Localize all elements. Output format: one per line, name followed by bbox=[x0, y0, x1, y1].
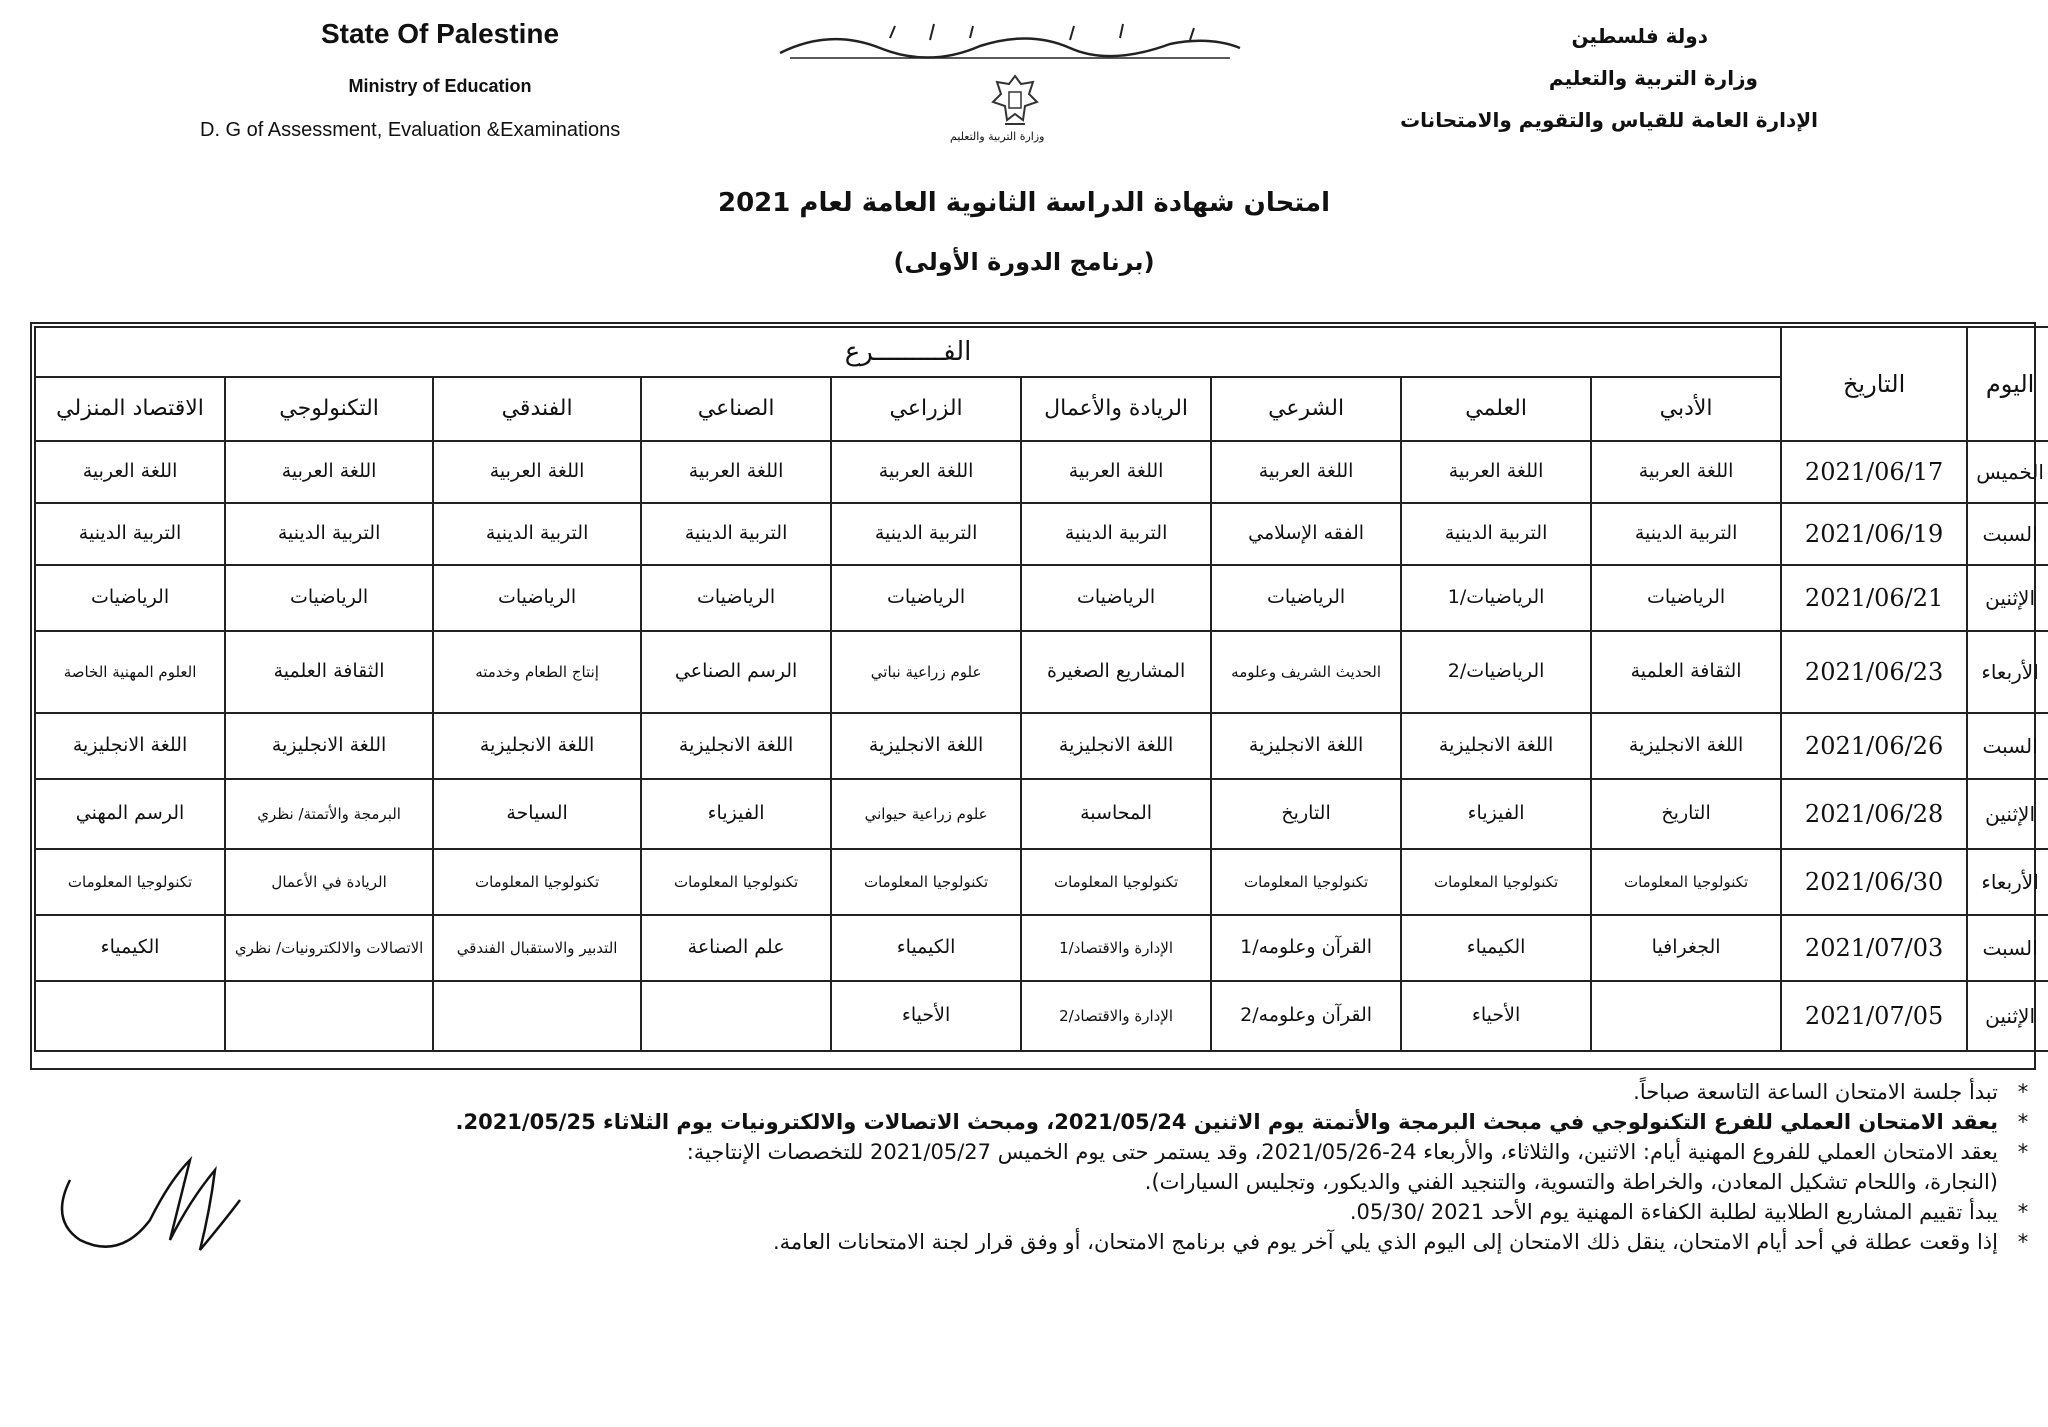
subject-cell: الحديث الشريف وعلومه bbox=[1211, 631, 1401, 713]
date-cell: 2021/06/17 bbox=[1781, 441, 1967, 503]
subject-cell: تكنولوجيا المعلومات bbox=[1591, 849, 1781, 915]
subject-cell: الاتصالات والالكترونيات/ نظري bbox=[225, 915, 433, 981]
subject-cell: الرياضيات bbox=[1021, 565, 1211, 631]
subject-cell: القرآن وعلومه/1 bbox=[1211, 915, 1401, 981]
subject-cell: التاريخ bbox=[1211, 779, 1401, 849]
day-cell: الخميس bbox=[1967, 441, 2048, 503]
subject-cell: اللغة العربية bbox=[1401, 441, 1591, 503]
day-cell: الإثنين bbox=[1967, 565, 2048, 631]
table-row bbox=[35, 565, 2048, 631]
subject-cell: التربية الدينية bbox=[433, 503, 641, 565]
subject-cell: تكنولوجيا المعلومات bbox=[1021, 849, 1211, 915]
subject-cell: تكنولوجيا المعلومات bbox=[35, 849, 225, 915]
note-item bbox=[68, 1110, 2048, 1134]
table-row bbox=[35, 713, 2048, 779]
subject-cell: تكنولوجيا المعلومات bbox=[641, 849, 831, 915]
subject-cell: الفقه الإسلامي bbox=[1211, 503, 1401, 565]
subject-cell: اللغة الانجليزية bbox=[1591, 713, 1781, 779]
subject-cell: المحاسبة bbox=[1021, 779, 1211, 849]
subject-cell bbox=[641, 981, 831, 1051]
subject-cell: الرياضيات bbox=[1591, 565, 1781, 631]
subject-cell: الجغرافيا bbox=[1591, 915, 1781, 981]
subject-cell: الأحياء bbox=[1401, 981, 1591, 1051]
subject-cell: التربية الدينية bbox=[641, 503, 831, 565]
subject-cell: اللغة العربية bbox=[831, 441, 1021, 503]
day-cell: السبت bbox=[1967, 713, 2048, 779]
note-item bbox=[68, 1080, 2048, 1104]
date-column-header: التاريخ bbox=[1781, 327, 1967, 441]
notes-section bbox=[68, 1080, 2048, 1260]
subject-cell: اللغة العربية bbox=[433, 441, 641, 503]
branch-group-header: الفـــــــــرع bbox=[35, 327, 1781, 377]
branch-header: الأدبي bbox=[1591, 377, 1781, 441]
note-item bbox=[68, 1200, 2048, 1224]
note-text: يبدأ تقييم المشاريع الطلابية لطلبة الكفاءة المهنية يوم الأحد 2021 /05/30. bbox=[1349, 1200, 1998, 1224]
subject-cell: البرمجة والأتمتة/ نظري bbox=[225, 779, 433, 849]
subject-cell: اللغة الانجليزية bbox=[433, 713, 641, 779]
branch-header: الاقتصاد المنزلي bbox=[35, 377, 225, 441]
subject-cell: الرياضيات bbox=[35, 565, 225, 631]
header-arabic bbox=[1358, 24, 1818, 150]
subject-cell: التربية الدينية bbox=[831, 503, 1021, 565]
day-cell: السبت bbox=[1967, 503, 2048, 565]
document-subtitle: (برنامج الدورة الأولى) bbox=[893, 248, 1155, 276]
subject-cell: اللغة العربية bbox=[35, 441, 225, 503]
day-cell: السبت bbox=[1967, 915, 2048, 981]
table-row bbox=[35, 779, 2048, 849]
subject-cell: السياحة bbox=[433, 779, 641, 849]
subject-cell: الفيزياء bbox=[1401, 779, 1591, 849]
table-row bbox=[35, 849, 2048, 915]
directorate-name-ar: الإدارة العامة للقياس والتقويم والامتحانات bbox=[1400, 108, 1818, 132]
state-name-en: State Of Palestine bbox=[320, 18, 560, 49]
date-cell: 2021/06/30 bbox=[1781, 849, 1967, 915]
subject-cell: الرسم الصناعي bbox=[641, 631, 831, 713]
subject-cell: التربية الدينية bbox=[1021, 503, 1211, 565]
subject-cell: الرياضيات bbox=[831, 565, 1021, 631]
subject-cell: علوم زراعية حيواني bbox=[831, 779, 1021, 849]
subject-cell: التربية الدينية bbox=[35, 503, 225, 565]
directorate-name-en: D. G of Assessment, Evaluation &Examinations bbox=[200, 119, 621, 141]
note-text: يعقد الامتحان العملي للفروع المهنية أيام: الاثنين، والثلاثاء، والأربعاء 24-2021/05/26، وقد يستمر حتى يوم الخميس 2021/05/27 للتخصصات الإنتاجية: bbox=[686, 1140, 1998, 1164]
table-row bbox=[35, 631, 2048, 713]
subject-cell: الإدارة والاقتصاد/1 bbox=[1021, 915, 1211, 981]
date-cell: 2021/06/21 bbox=[1781, 565, 1967, 631]
subject-cell: اللغة العربية bbox=[225, 441, 433, 503]
subject-cell: اللغة الانجليزية bbox=[35, 713, 225, 779]
day-cell: الإثنين bbox=[1967, 981, 2048, 1051]
subject-cell: القرآن وعلومه/2 bbox=[1211, 981, 1401, 1051]
branch-header: الصناعي bbox=[641, 377, 831, 441]
ministry-name-ar: وزارة التربية والتعليم bbox=[1548, 66, 1758, 90]
subject-cell: الإدارة والاقتصاد/2 bbox=[1021, 981, 1211, 1051]
table-row bbox=[35, 981, 2048, 1051]
note-item bbox=[68, 1140, 2048, 1164]
palestine-emblem-icon bbox=[985, 70, 1045, 130]
subject-cell: اللغة الانجليزية bbox=[641, 713, 831, 779]
subject-cell: التربية الدينية bbox=[225, 503, 433, 565]
subject-cell: اللغة العربية bbox=[1591, 441, 1781, 503]
date-cell: 2021/07/03 bbox=[1781, 915, 1967, 981]
subject-cell: الكيمياء bbox=[831, 915, 1021, 981]
subject-cell: الثقافة العلمية bbox=[1591, 631, 1781, 713]
branch-header: الزراعي bbox=[831, 377, 1021, 441]
subject-cell: التدبير والاستقبال الفندقي bbox=[433, 915, 641, 981]
branch-header: الفندقي bbox=[433, 377, 641, 441]
ministry-name-en: Ministry of Education bbox=[348, 76, 532, 96]
header-english bbox=[160, 18, 720, 142]
subject-cell: الرياضيات bbox=[1211, 565, 1401, 631]
branch-header: التكنولوجي bbox=[225, 377, 433, 441]
date-cell: 2021/07/05 bbox=[1781, 981, 1967, 1051]
date-cell: 2021/06/19 bbox=[1781, 503, 1967, 565]
note-item bbox=[68, 1230, 2048, 1254]
document-title: امتحان شهادة الدراسة الثانوية العامة لعام 2021 bbox=[718, 188, 1330, 218]
signature bbox=[40, 1140, 250, 1270]
subject-cell: إنتاج الطعام وخدمته bbox=[433, 631, 641, 713]
date-cell: 2021/06/23 bbox=[1781, 631, 1967, 713]
subject-cell: الرياضيات/1 bbox=[1401, 565, 1591, 631]
subject-cell: علم الصناعة bbox=[641, 915, 831, 981]
subject-cell: الأحياء bbox=[831, 981, 1021, 1051]
subject-cell bbox=[433, 981, 641, 1051]
subject-cell bbox=[1591, 981, 1781, 1051]
subject-cell: اللغة الانجليزية bbox=[1021, 713, 1211, 779]
note-marker: * bbox=[2017, 1230, 2029, 1254]
subject-cell: اللغة العربية bbox=[1021, 441, 1211, 503]
subject-cell: الرياضيات bbox=[225, 565, 433, 631]
subject-cell: اللغة الانجليزية bbox=[1211, 713, 1401, 779]
subject-cell: الرياضيات/2 bbox=[1401, 631, 1591, 713]
state-name-ar: دولة فلسطين bbox=[1571, 24, 1708, 48]
date-cell: 2021/06/26 bbox=[1781, 713, 1967, 779]
subject-cell: الثقافة العلمية bbox=[225, 631, 433, 713]
subject-cell: الكيمياء bbox=[1401, 915, 1591, 981]
subject-cell: الفيزياء bbox=[641, 779, 831, 849]
branch-header: العلمي bbox=[1401, 377, 1591, 441]
date-cell: 2021/06/28 bbox=[1781, 779, 1967, 849]
subject-cell: اللغة العربية bbox=[641, 441, 831, 503]
note-text: يعقد الامتحان العملي للفرع التكنولوجي في مبحث البرمجة والأتمتة يوم الاثنين 2021/05/24، ومبحث الاتصالات والالكترونيات يوم الثلاثاء 2021/05/25. bbox=[455, 1110, 1998, 1134]
basmala-calligraphy bbox=[770, 18, 1250, 68]
subject-cell: تكنولوجيا المعلومات bbox=[831, 849, 1021, 915]
day-cell: الأربعاء bbox=[1967, 849, 2048, 915]
note-marker: * bbox=[2017, 1200, 2029, 1224]
day-cell: الأربعاء bbox=[1967, 631, 2048, 713]
day-cell: الإثنين bbox=[1967, 779, 2048, 849]
subject-cell: الرسم المهني bbox=[35, 779, 225, 849]
table-row bbox=[35, 441, 2048, 503]
subject-cell: تكنولوجيا المعلومات bbox=[1211, 849, 1401, 915]
table-row bbox=[35, 915, 2048, 981]
subject-cell: اللغة الانجليزية bbox=[225, 713, 433, 779]
exam-schedule-table bbox=[34, 326, 2048, 1052]
note-marker: * bbox=[2017, 1080, 2029, 1104]
branch-header: الريادة والأعمال bbox=[1021, 377, 1211, 441]
subject-cell: الرياضيات bbox=[433, 565, 641, 631]
note-continuation: (النجارة، واللحام تشكيل المعادن، والخراطة والتسوية، والتنجيد الفني والديكور، وتجليس السيارات). bbox=[1144, 1170, 1998, 1194]
emblem-caption: وزارة التربية والتعليم bbox=[950, 130, 1045, 143]
subject-cell: العلوم المهنية الخاصة bbox=[35, 631, 225, 713]
subject-cell: اللغة الانجليزية bbox=[1401, 713, 1591, 779]
note-text: إذا وقعت عطلة في أحد أيام الامتحان، ينقل ذلك الامتحان إلى اليوم الذي يلي آخر يوم في برنامج الامتحان، أو وفق قرار لجنة الامتحانات العامة. bbox=[772, 1230, 1998, 1254]
subject-cell: المشاريع الصغيرة bbox=[1021, 631, 1211, 713]
subject-cell: الرياضيات bbox=[641, 565, 831, 631]
table-row bbox=[35, 503, 2048, 565]
subject-cell: الريادة في الأعمال bbox=[225, 849, 433, 915]
subject-cell: التاريخ bbox=[1591, 779, 1781, 849]
subject-cell: الكيمياء bbox=[35, 915, 225, 981]
note-marker: * bbox=[2017, 1110, 2029, 1134]
note-marker: * bbox=[2017, 1140, 2029, 1164]
note-text: تبدأ جلسة الامتحان الساعة التاسعة صباحاً. bbox=[1633, 1080, 1998, 1104]
subject-cell: التربية الدينية bbox=[1401, 503, 1591, 565]
subject-cell: علوم زراعية نباتي bbox=[831, 631, 1021, 713]
subject-cell: التربية الدينية bbox=[1591, 503, 1781, 565]
subject-cell bbox=[35, 981, 225, 1051]
subject-cell: اللغة العربية bbox=[1211, 441, 1401, 503]
branch-header: الشرعي bbox=[1211, 377, 1401, 441]
subject-cell: تكنولوجيا المعلومات bbox=[433, 849, 641, 915]
day-column-header: اليوم bbox=[1967, 327, 2048, 441]
subject-cell: تكنولوجيا المعلومات bbox=[1401, 849, 1591, 915]
subject-cell bbox=[225, 981, 433, 1051]
subject-cell: اللغة الانجليزية bbox=[831, 713, 1021, 779]
